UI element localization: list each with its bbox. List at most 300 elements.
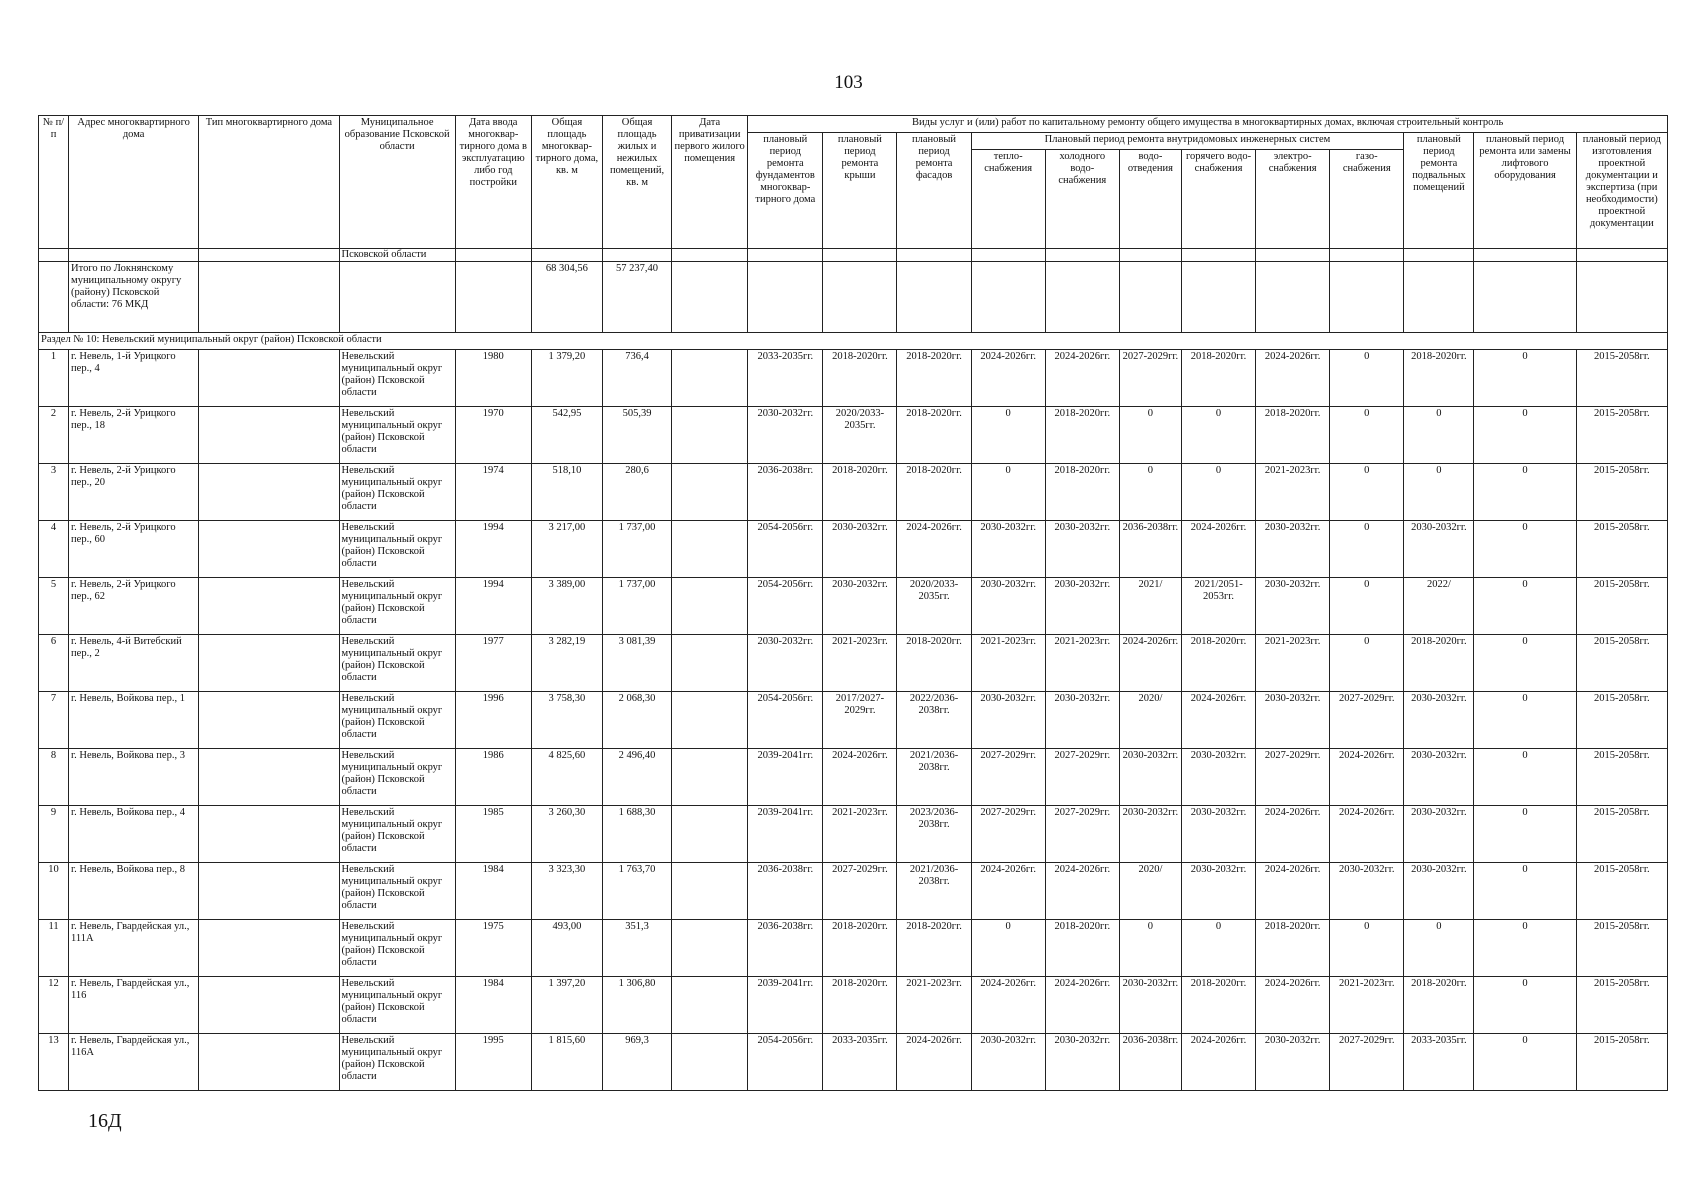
row-elec: 2024-2026гг. [1256,977,1330,1034]
row-area-living: 1 306,80 [602,977,671,1034]
footer-code: 16Д [88,1110,122,1132]
header-type: Тип многоквартирного дома [199,116,339,249]
row-cold: 2018-2020гг. [1045,407,1119,464]
row-heat: 0 [971,464,1045,521]
row-gas: 0 [1330,920,1404,977]
row-number: 3 [39,464,69,521]
row-cold: 2027-2029гг. [1045,806,1119,863]
row-gas: 0 [1330,521,1404,578]
capital-repair-table [38,115,1668,1091]
row-sewer: 0 [1119,920,1181,977]
header-works-group: Виды услуг и (или) работ по капитальному ремонту общего имущества в многоквартирных домах, включая строительный контроль [748,116,1668,133]
row-facade: 2024-2026гг. [897,521,971,578]
row-date: 1986 [455,749,531,806]
row-type [199,692,339,749]
row-municipality: Невельский муниципальный округ (район) Псковской области [339,1034,455,1091]
row-privatization [672,977,748,1034]
row-foundation: 2036-2038гг. [748,464,823,521]
row-heat: 2024-2026гг. [971,977,1045,1034]
row-sewer: 2036-2038гг. [1119,521,1181,578]
row-municipality: Невельский муниципальный округ (район) Псковской области [339,920,455,977]
row-heat: 0 [971,407,1045,464]
row-sewer: 2036-2038гг. [1119,1034,1181,1091]
row-privatization [672,749,748,806]
table-row [39,578,1668,635]
row-foundation: 2054-2056гг. [748,1034,823,1091]
row-municipality: Невельский муниципальный округ (район) Псковской области [339,692,455,749]
row-type [199,920,339,977]
row-privatization [672,578,748,635]
row-cold: 2018-2020гг. [1045,464,1119,521]
row-roof: 2018-2020гг. [823,977,897,1034]
row-date: 1975 [455,920,531,977]
row-design: 2015-2058гг. [1576,350,1667,407]
row-date: 1984 [455,863,531,920]
row-number: 1 [39,350,69,407]
row-hot: 2018-2020гг. [1181,977,1255,1034]
row-heat: 2027-2029гг. [971,806,1045,863]
row-date: 1985 [455,806,531,863]
row-date: 1994 [455,521,531,578]
row-area-living: 2 068,30 [602,692,671,749]
row-area-living: 3 081,39 [602,635,671,692]
row-cold: 2024-2026гг. [1045,977,1119,1034]
row-basement: 0 [1404,464,1474,521]
row-municipality: Невельский муниципальный округ (район) Псковской области [339,806,455,863]
header-basement: плановый период ремонта подвальных помещений [1404,133,1474,249]
row-address: г. Невель, Войкова пер., 3 [69,749,199,806]
row-area-living: 1 737,00 [602,521,671,578]
row-lift: 0 [1474,350,1576,407]
row-area-total: 493,00 [531,920,602,977]
row-lift: 0 [1474,977,1576,1034]
row-sewer: 2020/ [1119,863,1181,920]
row-gas: 0 [1330,350,1404,407]
row-address: г. Невель, Войкова пер., 8 [69,863,199,920]
row-hot: 2024-2026гг. [1181,521,1255,578]
row-heat: 2030-2032гг. [971,578,1045,635]
row-municipality: Невельский муниципальный округ (район) Псковской области [339,521,455,578]
row-basement: 2030-2032гг. [1404,749,1474,806]
row-municipality: Невельский муниципальный округ (район) Псковской области [339,977,455,1034]
header-cold: холодного водо-снабжения [1045,150,1119,249]
row-elec: 2018-2020гг. [1256,407,1330,464]
row-gas: 0 [1330,407,1404,464]
row-area-living: 969,3 [602,1034,671,1091]
row-type [199,350,339,407]
row-address: г. Невель, Войкова пер., 1 [69,692,199,749]
row-hot: 0 [1181,407,1255,464]
row-gas: 2021-2023гг. [1330,977,1404,1034]
row-roof: 2021-2023гг. [823,806,897,863]
row-type [199,521,339,578]
header-privatization: Дата приватизации первого жилого помещения [672,116,748,249]
row-lift: 0 [1474,407,1576,464]
row-facade: 2018-2020гг. [897,635,971,692]
row-municipality: Невельский муниципальный округ (район) Псковской области [339,863,455,920]
row-area-total: 542,95 [531,407,602,464]
row-basement: 0 [1404,407,1474,464]
row-area-living: 1 737,00 [602,578,671,635]
row-area-total: 1 397,20 [531,977,602,1034]
row-gas: 0 [1330,578,1404,635]
table-row [39,863,1668,920]
row-elec: 2030-2032гг. [1256,1034,1330,1091]
row-municipality: Невельский муниципальный округ (район) Псковской области [339,464,455,521]
row-elec: 2021-2023гг. [1256,635,1330,692]
row-number: 5 [39,578,69,635]
row-gas: 2027-2029гг. [1330,692,1404,749]
row-date: 1974 [455,464,531,521]
header-elec: электро-снабжения [1256,150,1330,249]
row-area-living: 351,3 [602,920,671,977]
row-facade: 2024-2026гг. [897,1034,971,1091]
row-foundation: 2039-2041гг. [748,806,823,863]
row-area-total: 3 758,30 [531,692,602,749]
row-elec: 2030-2032гг. [1256,521,1330,578]
row-foundation: 2030-2032гг. [748,635,823,692]
table-row [39,692,1668,749]
row-type [199,806,339,863]
row-heat: 2027-2029гг. [971,749,1045,806]
row-address: г. Невель, Гвардейская ул., 111А [69,920,199,977]
row-address: г. Невель, 2-й Урицкого пер., 18 [69,407,199,464]
row-hot: 2024-2026гг. [1181,692,1255,749]
row-municipality: Невельский муниципальный округ (район) Псковской области [339,350,455,407]
row-address: г. Невель, 2-й Урицкого пер., 60 [69,521,199,578]
row-design: 2015-2058гг. [1576,407,1667,464]
row-design: 2015-2058гг. [1576,920,1667,977]
row-privatization [672,863,748,920]
table-row [39,350,1668,407]
row-sewer: 2024-2026гг. [1119,635,1181,692]
row-municipality: Невельский муниципальный округ (район) Псковской области [339,749,455,806]
row-sewer: 2021/ [1119,578,1181,635]
row-area-total: 1 379,20 [531,350,602,407]
row-design: 2015-2058гг. [1576,806,1667,863]
header-foundation: плановый период ремонта фундаментов многоквар-тирного дома [748,133,823,249]
header-area-living: Общая площадь жилых и нежилых помещений, кв. м [602,116,671,249]
row-roof: 2030-2032гг. [823,521,897,578]
total-area: 68 304,56 [531,262,602,333]
row-hot: 2024-2026гг. [1181,1034,1255,1091]
row-gas: 2024-2026гг. [1330,749,1404,806]
row-heat: 2024-2026гг. [971,863,1045,920]
table-body [39,249,1668,1091]
row-roof: 2018-2020гг. [823,464,897,521]
table-row [39,749,1668,806]
row-hot: 0 [1181,464,1255,521]
row-facade: 2022/2036-2038гг. [897,692,971,749]
row-lift: 0 [1474,749,1576,806]
row-sewer: 2030-2032гг. [1119,806,1181,863]
row-heat: 2024-2026гг. [971,350,1045,407]
row-privatization [672,692,748,749]
row-privatization [672,1034,748,1091]
section-row [39,333,1668,350]
row-foundation: 2033-2035гг. [748,350,823,407]
row-foundation: 2039-2041гг. [748,977,823,1034]
row-date: 1984 [455,977,531,1034]
row-elec: 2018-2020гг. [1256,920,1330,977]
row-facade: 2020/2033-2035гг. [897,578,971,635]
table-header [39,116,1668,249]
row-roof: 2024-2026гг. [823,749,897,806]
row-basement: 2030-2032гг. [1404,806,1474,863]
header-date: Дата ввода многоквар-тирного дома в эксплуатацию либо год постройки [455,116,531,249]
page-number: 103 [834,72,863,93]
row-address: г. Невель, Войкова пер., 4 [69,806,199,863]
row-foundation: 2054-2056гг. [748,578,823,635]
row-heat: 0 [971,920,1045,977]
row-design: 2015-2058гг. [1576,977,1667,1034]
row-hot: 2030-2032гг. [1181,806,1255,863]
row-basement: 2018-2020гг. [1404,635,1474,692]
row-facade: 2021-2023гг. [897,977,971,1034]
row-sewer: 2030-2032гг. [1119,749,1181,806]
header-design: плановый период изготовления проектной документации и экспертиза (при необходимости) проектной документации [1576,133,1667,249]
row-lift: 0 [1474,863,1576,920]
row-type [199,407,339,464]
row-area-total: 518,10 [531,464,602,521]
row-area-living: 1 688,30 [602,806,671,863]
row-basement: 2030-2032гг. [1404,863,1474,920]
row-roof: 2030-2032гг. [823,578,897,635]
row-number: 10 [39,863,69,920]
row-address: г. Невель, 4-й Витебский пер., 2 [69,635,199,692]
row-lift: 0 [1474,1034,1576,1091]
row-roof: 2027-2029гг. [823,863,897,920]
row-area-living: 280,6 [602,464,671,521]
row-cold: 2030-2032гг. [1045,1034,1119,1091]
row-area-living: 1 763,70 [602,863,671,920]
row-cold: 2030-2032гг. [1045,521,1119,578]
row-municipality: Невельский муниципальный округ (район) Псковской области [339,635,455,692]
row-type [199,635,339,692]
total-label: Итого по Локнянскому муниципальному округу (району) Псковской области: 76 МКД [69,262,199,333]
row-lift: 0 [1474,578,1576,635]
row-number: 2 [39,407,69,464]
row-cold: 2018-2020гг. [1045,920,1119,977]
row-basement: 2018-2020гг. [1404,977,1474,1034]
row-design: 2015-2058гг. [1576,635,1667,692]
row-gas: 2030-2032гг. [1330,863,1404,920]
carry-over-text: Псковской области [339,249,455,262]
row-cold: 2030-2032гг. [1045,578,1119,635]
row-elec: 2027-2029гг. [1256,749,1330,806]
header-lift: плановый период ремонта или замены лифтового оборудования [1474,133,1576,249]
row-sewer: 2027-2029гг. [1119,350,1181,407]
row-design: 2015-2058гг. [1576,578,1667,635]
row-cold: 2021-2023гг. [1045,635,1119,692]
row-facade: 2018-2020гг. [897,407,971,464]
row-lift: 0 [1474,806,1576,863]
row-cold: 2024-2026гг. [1045,350,1119,407]
table-row [39,977,1668,1034]
header-systems-group: Плановый период ремонта внутридомовых инженерных систем [971,133,1404,150]
row-type [199,464,339,521]
row-heat: 2030-2032гг. [971,1034,1045,1091]
row-lift: 0 [1474,464,1576,521]
row-design: 2015-2058гг. [1576,464,1667,521]
row-hot: 2018-2020гг. [1181,635,1255,692]
section-title: Раздел № 10: Невельский муниципальный округ (район) Псковской области [39,333,1668,350]
row-basement: 0 [1404,920,1474,977]
row-hot: 0 [1181,920,1255,977]
row-municipality: Невельский муниципальный округ (район) Псковской области [339,407,455,464]
row-date: 1980 [455,350,531,407]
row-design: 2015-2058гг. [1576,1034,1667,1091]
header-sewer: водо-отведения [1119,150,1181,249]
row-sewer: 2020/ [1119,692,1181,749]
row-date: 1970 [455,407,531,464]
row-elec: 2030-2032гг. [1256,692,1330,749]
row-sewer: 0 [1119,407,1181,464]
row-lift: 0 [1474,920,1576,977]
row-number: 8 [39,749,69,806]
row-roof: 2017/2027-2029гг. [823,692,897,749]
table-row [39,407,1668,464]
row-area-living: 736,4 [602,350,671,407]
row-roof: 2021-2023гг. [823,635,897,692]
row-elec: 2030-2032гг. [1256,578,1330,635]
row-privatization [672,407,748,464]
row-privatization [672,521,748,578]
row-foundation: 2036-2038гг. [748,863,823,920]
row-hot: 2021/2051-2053гг. [1181,578,1255,635]
row-number: 9 [39,806,69,863]
row-privatization [672,635,748,692]
header-roof: плановый период ремонта крыши [823,133,897,249]
row-type [199,749,339,806]
row-type [199,578,339,635]
row-privatization [672,464,748,521]
row-foundation: 2054-2056гг. [748,521,823,578]
table-row [39,635,1668,692]
table-row [39,1034,1668,1091]
row-address: г. Невель, 1-й Урицкого пер., 4 [69,350,199,407]
row-hot: 2018-2020гг. [1181,350,1255,407]
row-number: 4 [39,521,69,578]
row-type [199,1034,339,1091]
row-area-total: 3 260,30 [531,806,602,863]
row-facade: 2021/2036-2038гг. [897,749,971,806]
row-privatization [672,806,748,863]
row-area-living: 505,39 [602,407,671,464]
row-roof: 2020/2033-2035гг. [823,407,897,464]
row-gas: 2024-2026гг. [1330,806,1404,863]
row-address: г. Невель, 2-й Урицкого пер., 20 [69,464,199,521]
row-facade: 2021/2036-2038гг. [897,863,971,920]
row-number: 11 [39,920,69,977]
row-facade: 2018-2020гг. [897,350,971,407]
row-area-total: 3 217,00 [531,521,602,578]
header-heat: тепло-снабжения [971,150,1045,249]
row-cold: 2024-2026гг. [1045,863,1119,920]
row-basement: 2030-2032гг. [1404,521,1474,578]
table-row [39,521,1668,578]
row-area-total: 1 815,60 [531,1034,602,1091]
row-sewer: 2030-2032гг. [1119,977,1181,1034]
row-design: 2015-2058гг. [1576,692,1667,749]
row-privatization [672,350,748,407]
row-design: 2015-2058гг. [1576,749,1667,806]
row-cold: 2027-2029гг. [1045,749,1119,806]
row-type [199,977,339,1034]
row-area-total: 4 825,60 [531,749,602,806]
row-hot: 2030-2032гг. [1181,863,1255,920]
table-row [39,806,1668,863]
header-num: № п/п [39,116,69,249]
row-area-living: 2 496,40 [602,749,671,806]
header-hot: горячего водо-снабжения [1181,150,1255,249]
row-number: 12 [39,977,69,1034]
row-lift: 0 [1474,635,1576,692]
row-foundation: 2039-2041гг. [748,749,823,806]
row-elec: 2024-2026гг. [1256,806,1330,863]
table-row [39,464,1668,521]
row-area-total: 3 389,00 [531,578,602,635]
row-basement: 2018-2020гг. [1404,350,1474,407]
row-foundation: 2036-2038гг. [748,920,823,977]
carry-over-row [39,249,1668,262]
row-gas: 0 [1330,464,1404,521]
row-roof: 2018-2020гг. [823,920,897,977]
row-roof: 2018-2020гг. [823,350,897,407]
row-foundation: 2030-2032гг. [748,407,823,464]
header-gas: газо-снабжения [1330,150,1404,249]
row-type [199,863,339,920]
row-facade: 2018-2020гг. [897,920,971,977]
row-number: 6 [39,635,69,692]
row-number: 7 [39,692,69,749]
row-gas: 2027-2029гг. [1330,1034,1404,1091]
header-address: Адрес многоквартирного дома [69,116,199,249]
row-address: г. Невель, Гвардейская ул., 116 [69,977,199,1034]
row-address: г. Невель, Гвардейская ул., 116А [69,1034,199,1091]
row-area-total: 3 282,19 [531,635,602,692]
row-design: 2015-2058гг. [1576,521,1667,578]
row-heat: 2021-2023гг. [971,635,1045,692]
row-date: 1996 [455,692,531,749]
table-row [39,920,1668,977]
row-facade: 2023/2036-2038гг. [897,806,971,863]
row-roof: 2033-2035гг. [823,1034,897,1091]
row-date: 1995 [455,1034,531,1091]
row-date: 1994 [455,578,531,635]
row-facade: 2018-2020гг. [897,464,971,521]
row-area-total: 3 323,30 [531,863,602,920]
row-lift: 0 [1474,521,1576,578]
header-municipality: Муниципальное образование Псковской области [339,116,455,249]
row-design: 2015-2058гг. [1576,863,1667,920]
row-basement: 2022/ [1404,578,1474,635]
row-sewer: 0 [1119,464,1181,521]
row-basement: 2033-2035гг. [1404,1034,1474,1091]
header-facade: плановый период ремонта фасадов [897,133,971,249]
row-municipality: Невельский муниципальный округ (район) Псковской области [339,578,455,635]
total-row [39,262,1668,333]
row-privatization [672,920,748,977]
header-area-total: Общая площадь многоквар-тирного дома, кв. м [531,116,602,249]
row-gas: 0 [1330,635,1404,692]
row-heat: 2030-2032гг. [971,692,1045,749]
row-heat: 2030-2032гг. [971,521,1045,578]
row-cold: 2030-2032гг. [1045,692,1119,749]
row-foundation: 2054-2056гг. [748,692,823,749]
row-number: 13 [39,1034,69,1091]
row-hot: 2030-2032гг. [1181,749,1255,806]
